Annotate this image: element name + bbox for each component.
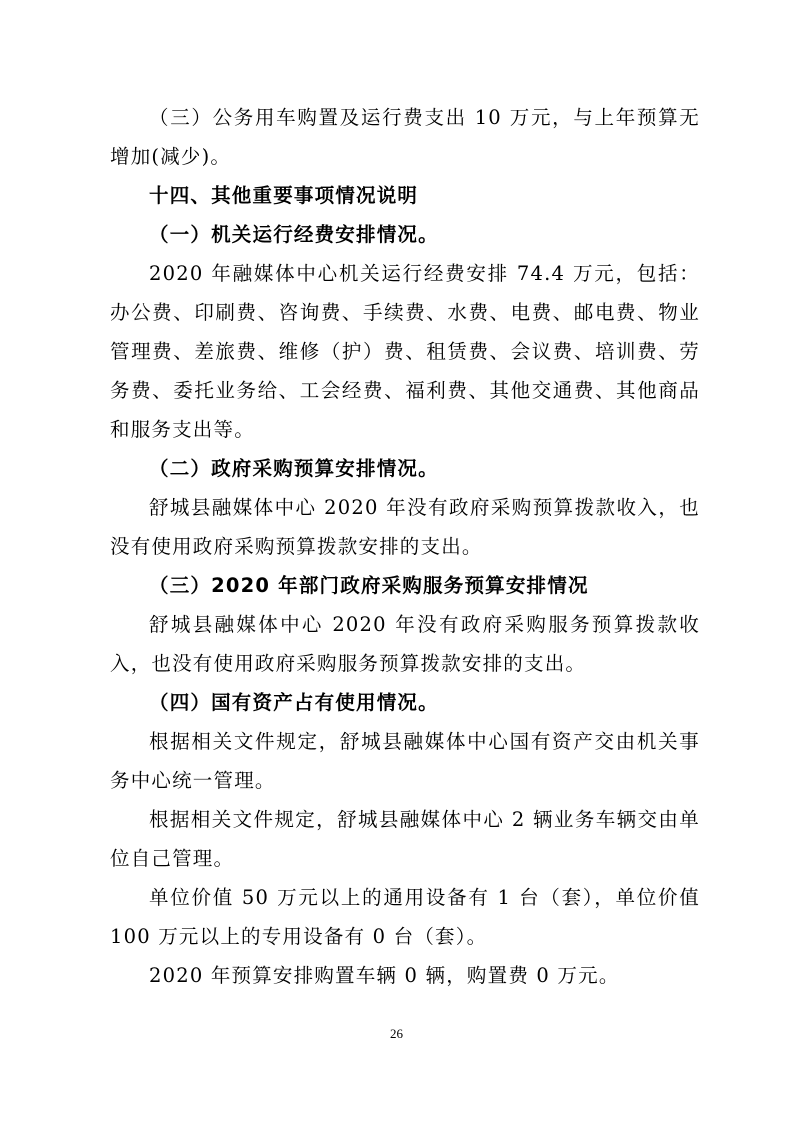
- paragraph-procurement-services: 舒城县融媒体中心 2020 年没有政府采购服务预算拨款收入，也没有使用政府采购服务预算拨款安排的支出。: [110, 613, 700, 675]
- paragraph-equipment: 单位价值 50 万元以上的通用设备有 1 台（套），单位价值 100 万元以上的专用设备有 0 台（套）。: [110, 886, 700, 948]
- paragraph-vehicle-expense: （三）公务用车购置及运行费支出 10 万元，与上年预算无增加(减少)。: [110, 106, 700, 168]
- paragraph-vehicles-management: 根据相关文件规定，舒城县融媒体中心 2 辆业务车辆交由单位自己管理。: [110, 808, 700, 870]
- subheading-operating-funds: （一）机关运行经费安排情况。: [149, 223, 439, 246]
- page-number: 26: [390, 1026, 403, 1041]
- paragraph-assets-management: 根据相关文件规定，舒城县融媒体中心国有资产交由机关事务中心统一管理。: [110, 730, 700, 792]
- paragraph-vehicle-purchase: 2020 年预算安排购置车辆 0 辆，购置费 0 万元。: [149, 964, 620, 987]
- document-body: [110, 98, 700, 995]
- section-heading-other-matters: 十四、其他重要事项情况说明: [149, 184, 419, 207]
- subheading-state-assets: （四）国有资产占有使用情况。: [149, 691, 439, 714]
- paragraph-operating-funds: 2020 年融媒体中心机关运行经费安排 74.4 万元，包括：办公费、印刷费、咨询费、手续费、水费、电费、邮电费、物业管理费、差旅费、维修（护）费、租赁费、会议费、培训费、劳务费、委托业务给、工会经费、福利费、其他交通费、其他商品和服务支出等。: [110, 262, 700, 441]
- paragraph-procurement-budget: 舒城县融媒体中心 2020 年没有政府采购预算拨款收入，也没有使用政府采购预算拨款安排的支出。: [110, 496, 700, 558]
- subheading-procurement-services: （三）2020 年部门政府采购服务预算安排情况: [149, 574, 589, 597]
- subheading-procurement-budget: （二）政府采购预算安排情况。: [149, 457, 439, 480]
